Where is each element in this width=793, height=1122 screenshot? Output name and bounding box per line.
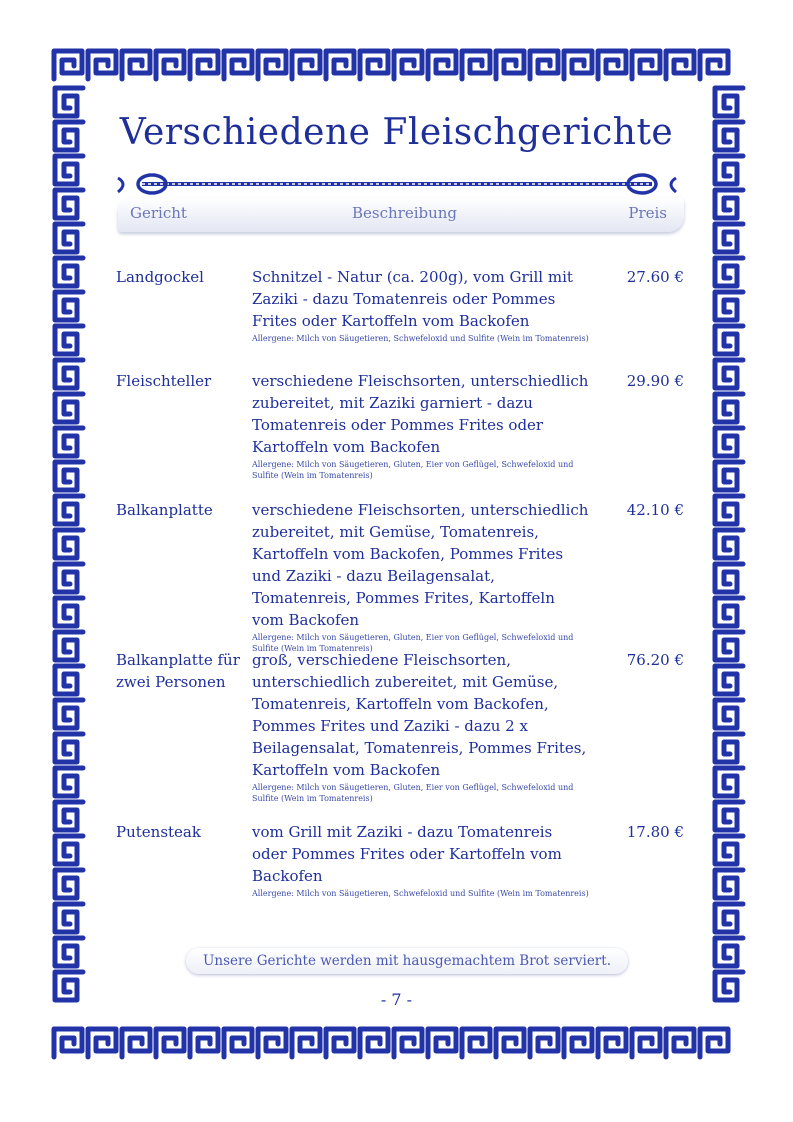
item-allergens: Allergene: Milch von Säugetieren, Schwefeloxid und Sulfite (Wein im Tomatenreis) <box>252 889 589 898</box>
greek-key-tile <box>715 428 743 456</box>
greek-key-tile <box>326 51 354 79</box>
greek-key-tile <box>564 1029 592 1057</box>
greek-key-tile <box>292 51 320 79</box>
greek-key-tile <box>715 530 743 558</box>
greek-key-tile <box>55 224 83 252</box>
item-allergens: Allergene: Milch von Säugetieren, Gluten, Eier von Geflügel, Schwefeloxid und Sulfite (Wein im Tomatenreis) <box>252 633 574 653</box>
greek-key-tile <box>55 598 83 626</box>
item-price: 42.10 € <box>626 501 684 519</box>
greek-key-tile <box>428 1029 456 1057</box>
greek-key-tile <box>55 360 83 388</box>
greek-key-tile <box>715 462 743 490</box>
greek-key-tile <box>360 1029 388 1057</box>
greek-key-tile <box>55 496 83 524</box>
greek-key-tile <box>715 938 743 966</box>
greek-key-tile <box>55 156 83 184</box>
greek-key-tile <box>394 1029 422 1057</box>
greek-key-tile <box>55 292 83 320</box>
greek-key-tile <box>55 394 83 422</box>
item-description-text: Schnitzel - Natur (ca. 200g), vom Grill mit Zaziki - dazu Tomatenreis oder Pommes Frites oder Kartoffeln vom Backofen <box>252 268 573 330</box>
greek-key-tile <box>55 666 83 694</box>
greek-key-tile <box>55 802 83 830</box>
greek-key-tile <box>462 1029 490 1057</box>
greek-key-tile <box>715 326 743 354</box>
greek-key-tile <box>224 51 252 79</box>
greek-key-tile <box>462 51 490 79</box>
greek-key-tile <box>292 1029 320 1057</box>
greek-key-tile <box>55 258 83 286</box>
greek-key-tile <box>258 51 286 79</box>
greek-key-tile <box>715 632 743 660</box>
greek-key-tile <box>55 700 83 728</box>
greek-key-tile <box>564 51 592 79</box>
greek-key-tile <box>530 51 558 79</box>
item-allergens: Allergene: Milch von Säugetieren, Schwefeloxid und Sulfite (Wein im Tomatenreis) <box>252 334 589 343</box>
greek-key-tile <box>715 564 743 592</box>
greek-key-tile <box>54 1029 82 1057</box>
item-price: 27.60 € <box>626 268 684 286</box>
greek-key-tile <box>715 768 743 796</box>
greek-key-tile <box>55 462 83 490</box>
greek-key-tile <box>360 51 388 79</box>
header-description: Beschreibung <box>352 204 458 222</box>
greek-key-tile <box>496 51 524 79</box>
item-description-text: vom Grill mit Zaziki - dazu Tomatenreis oder Pommes Frites oder Kartoffeln vom Backofen <box>252 823 562 885</box>
greek-key-tile <box>428 51 456 79</box>
greek-key-tile <box>55 768 83 796</box>
item-description <box>252 266 590 344</box>
greek-key-tile <box>55 326 83 354</box>
item-description <box>252 499 590 654</box>
greek-key-tile <box>715 258 743 286</box>
greek-key-tile <box>55 870 83 898</box>
greek-key-tile <box>88 51 116 79</box>
greek-key-tile <box>55 632 83 660</box>
item-name: Balkanplatte für zwei Personen <box>116 651 240 691</box>
greek-key-tile <box>55 904 83 932</box>
header-dish: Gericht <box>130 204 187 222</box>
greek-key-tile <box>715 598 743 626</box>
greek-key-tile <box>598 51 626 79</box>
greek-key-tile <box>632 51 660 79</box>
greek-key-tile <box>55 734 83 762</box>
greek-key-tile <box>55 190 83 218</box>
item-name: Landgockel <box>116 268 204 286</box>
greek-key-tile <box>715 836 743 864</box>
greek-key-tile <box>530 1029 558 1057</box>
greek-key-tile <box>700 1029 728 1057</box>
greek-key-tile <box>55 938 83 966</box>
greek-key-tile <box>715 292 743 320</box>
page-title: Verschiedene Fleischgerichte <box>119 112 674 153</box>
item-description-text: verschiedene Fleischsorten, unterschiedlich zubereitet, mit Gemüse, Tomatenreis, Kartoffeln vom Backofen, Pommes Frites und Zaziki - dazu Beilagensalat, Tomatenreis, Pommes Frites, Kartoffeln vom Backofen <box>252 501 589 629</box>
item-name: Balkanplatte <box>116 501 213 519</box>
greek-key-tile <box>190 1029 218 1057</box>
item-description <box>252 821 590 899</box>
item-description <box>252 370 590 481</box>
greek-key-tile <box>666 1029 694 1057</box>
greek-key-tile <box>122 1029 150 1057</box>
greek-key-tile <box>224 1029 252 1057</box>
bread-note: Unsere Gerichte werden mit hausgemachtem Brot serviert. <box>186 948 628 974</box>
greek-key-tile <box>666 51 694 79</box>
greek-key-tile <box>715 224 743 252</box>
greek-key-tile <box>715 734 743 762</box>
greek-key-tile <box>88 1029 116 1057</box>
greek-key-tile <box>496 1029 524 1057</box>
rope-divider <box>112 170 682 200</box>
page-number: - 7 - <box>380 990 413 1009</box>
item-description <box>252 649 590 804</box>
greek-key-tile <box>715 360 743 388</box>
header-price: Preis <box>628 204 667 222</box>
greek-key-tile <box>715 496 743 524</box>
greek-key-tile <box>715 190 743 218</box>
item-price: 76.20 € <box>626 651 684 669</box>
item-description-text: groß, verschiedene Fleischsorten, unterschiedlich zubereitet, mit Gemüse, Tomatenreis, Kartoffeln vom Backofen, Pommes Frites und Zaziki - dazu 2 x Beilagensalat, Tomatenreis, Pommes Frites, Kartoffeln vom Backofen <box>252 651 587 779</box>
greek-key-tile <box>715 870 743 898</box>
greek-key-tile <box>715 802 743 830</box>
greek-key-tile <box>55 530 83 558</box>
greek-key-tile <box>632 1029 660 1057</box>
item-description-text: verschiedene Fleischsorten, unterschiedlich zubereitet, mit Zaziki garniert - dazu Tomatenreis oder Pommes Frites oder Kartoffeln vom Backofen <box>252 372 589 456</box>
item-name: Fleischteller <box>116 372 212 390</box>
greek-key-tile <box>715 666 743 694</box>
greek-key-tile <box>715 700 743 728</box>
greek-key-tile <box>258 1029 286 1057</box>
item-allergens: Allergene: Milch von Säugetieren, Gluten, Eier von Geflügel, Schwefeloxid und Sulfite (Wein im Tomatenreis) <box>252 460 574 480</box>
greek-key-tile <box>156 51 184 79</box>
item-allergens: Allergene: Milch von Säugetieren, Gluten, Eier von Geflügel, Schwefeloxid und Sulfite (Wein im Tomatenreis) <box>252 783 574 803</box>
item-price: 17.80 € <box>626 823 684 841</box>
item-name: Putensteak <box>116 823 201 841</box>
greek-key-tile <box>55 564 83 592</box>
greek-key-tile <box>715 156 743 184</box>
item-price: 29.90 € <box>626 372 684 390</box>
greek-key-tile <box>700 51 728 79</box>
greek-key-tile <box>715 904 743 932</box>
greek-key-tile <box>190 51 218 79</box>
greek-key-tile <box>55 836 83 864</box>
greek-key-tile <box>394 51 422 79</box>
greek-key-tile <box>598 1029 626 1057</box>
greek-key-tile <box>326 1029 354 1057</box>
greek-key-tile <box>715 394 743 422</box>
greek-key-tile <box>54 51 82 79</box>
greek-key-tile <box>156 1029 184 1057</box>
greek-key-tile <box>122 51 150 79</box>
greek-key-tile <box>55 428 83 456</box>
